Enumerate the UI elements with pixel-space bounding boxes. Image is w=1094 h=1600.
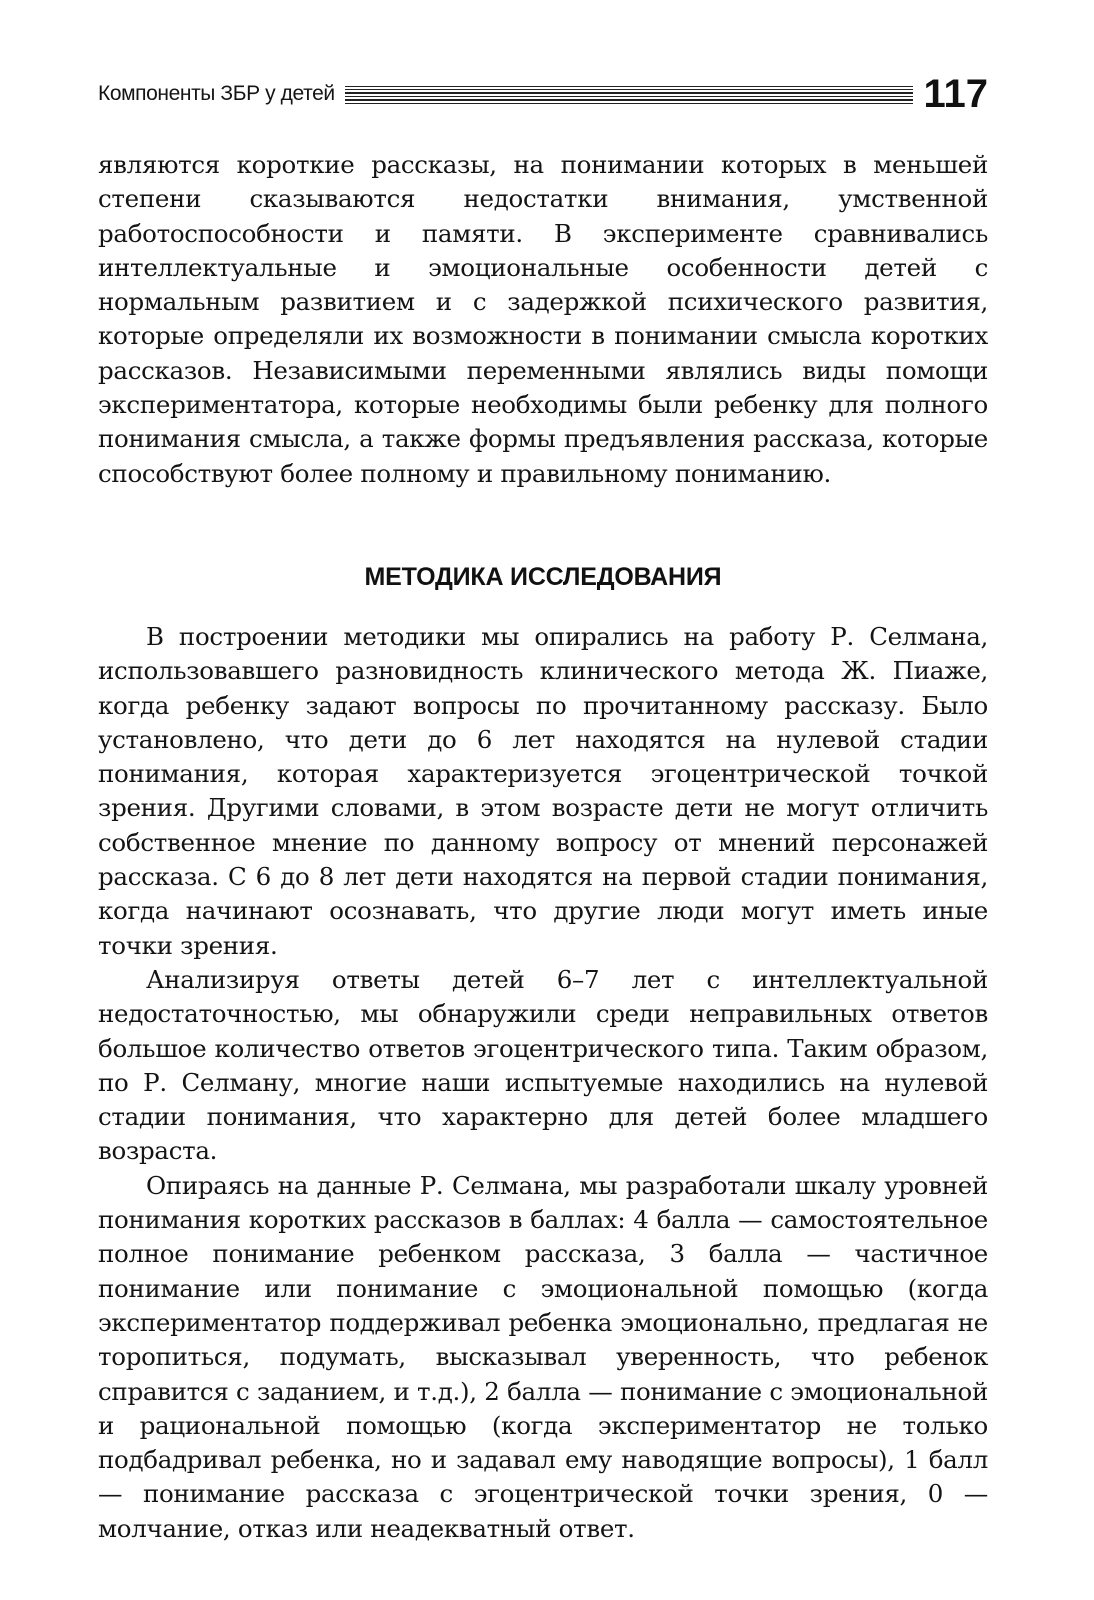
section-paragraph-1: В построении методики мы опирались на работу Р. Селмана, использовавшего разновидность клинического метода Ж. Пиаже, когда ребенку задают вопросы по прочитанному рассказу. Было установлено, что дети до 6 лет находятся на нулевой стадии понимания, которая характеризуется эгоцентрической точкой зрения. Другими словами, в этом возрасте дети не могут отличить собственное мнение по данному вопросу от мнений персонажей рассказа. С 6 до 8 лет дети находятся на первой стадии понимания, когда начинают осознавать, что другие люди могут иметь иные точки зрения. (98, 622, 988, 960)
section-heading: МЕТОДИКА ИССЛЕДОВАНИЯ (364, 563, 722, 591)
section-paragraph-3: Опираясь на данные Р. Селмана, мы разработали шкалу уровней понимания коротких рассказов в баллах: 4 балла — самостоятельное полное понимание ребенком рассказа, 3 балла — частичное понимание или понимание с эмоциональной помощью (когда экспериментатор поддерживал ребенка эмоционально, предлагая не торопиться, подумать, высказывал уверенность, что ребенок справится с заданием, и т.д.), 2 балла — понимание с эмоциональной и рациональной помощью (когда экспериментатор не только подбадривал ребенка, но и задавал ему наводящие вопросы), 1 балл — понимание рассказа с эгоцентрической точки зрения, 0 — молчание, отказ или неадекватный ответ. (98, 1170, 988, 1543)
section-text-block (98, 620, 988, 1546)
section-paragraph-2: Анализируя ответы детей 6–7 лет с интеллектуальной недостаточностью, мы обнаружили среди неправильных ответов большое количество ответов эгоцентрического типа. Таким образом, по Р. Селману, многие наши испытуемые находились на нулевой стадии понимания, что характерно для детей более младшего возраста. (98, 964, 988, 1166)
page-number: 117 (923, 72, 988, 116)
running-head: Компоненты ЗБР у детей (98, 82, 335, 105)
intro-paragraph: являются короткие рассказы, на понимании которых в меньшей степени сказываются недостатки внимания, умственной работоспособности и памяти. В эксперименте сравнивались интеллектуальные и эмоциональные особенности детей с нормальным развитием и с задержкой психического развития, которые определяли их возможности в понимании смысла коротких рассказов. Независимыми переменными являлись виды помощи экспериментатора, которые необходимы были ребенку для полного понимания смысла, а также формы предъявления рассказа, которые способствуют более полному и правильному пониманию. (98, 150, 988, 488)
header-rule (345, 86, 913, 104)
page-header (98, 72, 988, 116)
intro-text-block (98, 148, 988, 491)
